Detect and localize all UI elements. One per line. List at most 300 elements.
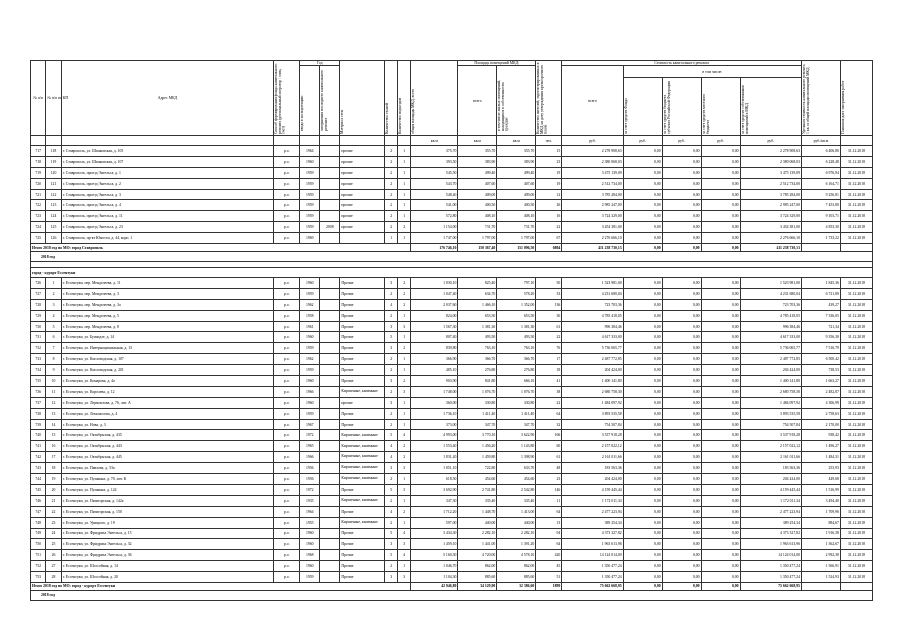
row-entrances: 1: [398, 178, 411, 189]
year-row: [31, 590, 873, 600]
row-year-repair: [320, 288, 340, 299]
row-private-area: 797,10: [497, 278, 536, 289]
row-year-repair: [320, 200, 340, 211]
table-row: [31, 178, 873, 189]
row-cost-local: 0,00: [701, 528, 740, 539]
row-year-commission: 1960: [300, 278, 320, 289]
row-year-commission: 1966: [300, 386, 320, 397]
row-year-repair: [320, 561, 340, 572]
table-row: [31, 550, 873, 561]
row-planned-date: 31.12.2018: [840, 517, 872, 528]
header-number: № п/п: [31, 61, 46, 136]
row-wall-material: прочие: [340, 146, 385, 157]
row-planned-date: 31.12.2018: [840, 539, 872, 550]
row-year-commission: 1960: [300, 397, 320, 408]
table-row: [31, 189, 873, 200]
row-cost-local: 0,00: [701, 156, 740, 167]
row-number-local: 119: [46, 156, 61, 167]
row-year-commission: 1959: [300, 408, 320, 419]
row-cost-owners: 3 785 284,00: [740, 189, 801, 200]
row-wall-material: прочие: [340, 211, 385, 222]
row-cost-owners: 4 231 680,04: [740, 288, 801, 299]
row-year-repair: [320, 495, 340, 506]
row-year-commission: 1960: [300, 376, 320, 387]
row-private-area: 1 381,30: [497, 321, 536, 332]
row-fund-method: р.о.: [274, 495, 300, 506]
table-row: [31, 156, 873, 167]
row-cost-fund: 0,00: [623, 506, 662, 517]
header-fund: за счет средств Фонда: [623, 78, 662, 136]
row-fund-method: р.о.: [274, 463, 300, 474]
row-planned-date: 31.12.2018: [840, 386, 872, 397]
row-cost-local: 0,00: [701, 354, 740, 365]
row-year-repair: [320, 517, 340, 528]
row-cost-local: 0,00: [701, 211, 740, 222]
row-cost-region: 0,00: [662, 430, 701, 441]
row-cost-fund: 0,00: [623, 484, 662, 495]
row-number-local: 20: [46, 484, 61, 495]
row-cost-region: 0,00: [662, 156, 701, 167]
row-number: 745: [31, 484, 46, 495]
row-wall-material: Прочие: [340, 550, 385, 561]
row-residents: 22: [536, 397, 562, 408]
row-unit-cost: 1 916,38: [801, 528, 840, 539]
header-owners: за счет средств собственников помещений в МКД: [740, 78, 801, 136]
table-row: [31, 343, 873, 354]
row-year-commission: 1935: [300, 495, 320, 506]
table-row: [31, 572, 873, 583]
row-fund-method: р.о.: [274, 146, 300, 157]
row-private-area: 440,00: [497, 517, 536, 528]
table-row: [31, 441, 873, 452]
row-floors: 2: [385, 310, 398, 321]
row-premises-area: 366,70: [458, 354, 497, 365]
row-total-area: 824,00: [411, 310, 458, 321]
row-wall-material: прочие: [340, 222, 385, 233]
row-premises-area: 454,60: [458, 474, 497, 485]
row-floors: 5: [385, 550, 398, 561]
row-wall-material: Прочие: [340, 561, 385, 572]
row-wall-material: Прочие: [340, 321, 385, 332]
row-entrances: 1: [398, 310, 411, 321]
row-entrances: 3: [398, 572, 411, 583]
row-premises-area: 763,10: [458, 343, 497, 354]
row-planned-date: 31.12.2018: [840, 484, 872, 495]
row-cost-region: 0,00: [662, 550, 701, 561]
row-unit-cost: 9 256,81: [801, 189, 840, 200]
row-floors: 2: [385, 419, 398, 430]
row-planned-date: 31.12.2018: [840, 288, 872, 299]
row-total-area: 1 154,00: [411, 222, 458, 233]
row-number-local: 13: [46, 408, 61, 419]
row-year-repair: [320, 452, 340, 463]
row-planned-date: 31.12.2018: [840, 561, 872, 572]
header-year-commission: ввода в эксплуатацию: [300, 65, 320, 135]
row-year-repair: [320, 146, 340, 157]
row-cost-total: 4 785 418,05: [562, 310, 623, 321]
table-row: [31, 321, 873, 332]
header-year: Год: [300, 61, 340, 66]
row-wall-material: Прочие: [340, 419, 385, 430]
row-entrances: 1: [398, 561, 411, 572]
row-number: 740: [31, 430, 46, 441]
row-planned-date: 31.12.2018: [840, 310, 872, 321]
row-floors: 2: [385, 200, 398, 211]
row-floors: 2: [385, 146, 398, 157]
row-residents: 64: [536, 506, 562, 517]
table-row: [31, 278, 873, 289]
row-address: г. Ессентуки, ул. Октябрьская, д. 443: [61, 441, 274, 452]
row-cost-local: 0,00: [701, 178, 740, 189]
row-entrances: 3: [398, 386, 411, 397]
row-planned-date: 31.12.2018: [840, 474, 872, 485]
row-floors: 2: [385, 365, 398, 376]
essentuki-rows: [31, 278, 873, 583]
row-address: г. Ессентуки, ул. Октябрьская, д. 435: [61, 430, 274, 441]
row-cost-region: 0,00: [662, 484, 701, 495]
row-planned-date: 31.12.2018: [840, 550, 872, 561]
row-fund-method: р.о.: [274, 233, 300, 244]
row-unit-cost: 6 500,42: [801, 354, 840, 365]
row-number: 724: [31, 222, 46, 233]
header-entrances: Количество подъездов: [398, 61, 411, 136]
row-entrances: 1: [398, 156, 411, 167]
row-entrances: 1: [398, 517, 411, 528]
row-private-area: 355,70: [497, 146, 536, 157]
row-residents: 19: [536, 178, 562, 189]
row-floors: 3: [385, 321, 398, 332]
row-cost-owners: 204 424,00: [740, 365, 801, 376]
row-number: 748: [31, 517, 46, 528]
row-wall-material: Прочие: [340, 365, 385, 376]
total-label: Итого 2018 год по МО: город Ставрополь: [31, 244, 411, 252]
unit-cell: руб.: [662, 136, 701, 146]
row-year-commission: 1972: [300, 484, 320, 495]
total-area: 176 746,10: [411, 244, 458, 252]
row-planned-date: 31.12.2018: [840, 200, 872, 211]
row-cost-region: 0,00: [662, 397, 701, 408]
row-private-area: 885,60: [497, 572, 536, 583]
row-planned-date: 31.12.2018: [840, 354, 872, 365]
table-row: [31, 200, 873, 211]
row-cost-fund: 0,00: [623, 474, 662, 485]
row-cost-region: 0,00: [662, 463, 701, 474]
row-year-repair: [320, 343, 340, 354]
row-cost-region: 0,00: [662, 146, 701, 157]
row-number-local: 21: [46, 495, 61, 506]
row-number-local: 25: [46, 539, 61, 550]
row-year-commission: 1964: [300, 146, 320, 157]
row-premises-area: 634,70: [458, 288, 497, 299]
row-planned-date: 31.12.2018: [840, 506, 872, 517]
row-total-area: 541,00: [411, 200, 458, 211]
row-total-area: 360,00: [411, 397, 458, 408]
row-wall-material: Прочие: [340, 506, 385, 517]
row-cost-local: 0,00: [701, 288, 740, 299]
row-number-local: 124: [46, 211, 61, 222]
row-number: 725: [31, 233, 46, 244]
row-address: г. Ессентуки, ул. Урицкого, д. 19: [61, 517, 274, 528]
row-fund-method: р.о.: [274, 310, 300, 321]
row-address: г. Ессентуки, пер. Менделеева, д. 11: [61, 278, 274, 289]
total-region: 0,00: [662, 244, 701, 252]
row-cost-region: 0,00: [662, 354, 701, 365]
row-year-commission: 1960: [300, 561, 320, 572]
row-cost-total: 3 454 381,00: [562, 222, 623, 233]
row-unit-cost: 1 663,27: [801, 376, 840, 387]
row-premises-area: 347,70: [458, 419, 497, 430]
row-fund-method: р.о.: [274, 288, 300, 299]
row-private-area: 1 352,00: [497, 299, 536, 310]
row-floors: 2: [385, 222, 398, 233]
row-residents: 17: [536, 354, 562, 365]
row-year-repair: [320, 408, 340, 419]
row-wall-material: Кирпичные, каменные: [340, 463, 385, 474]
header-repair-cost: Стоимость капитального ремонта: [562, 61, 802, 66]
row-cost-total: 4 159 445,44: [562, 484, 623, 495]
row-premises-area: 1 381,30: [458, 321, 497, 332]
row-year-repair: [320, 430, 340, 441]
row-number: 731: [31, 332, 46, 343]
row-cost-region: 0,00: [662, 376, 701, 387]
row-residents: 64: [536, 408, 562, 419]
unit-cell: руб.: [562, 136, 623, 146]
header-residents: Количество жителей, зарегистрированных в МКД на дату утверждения краткосрочного плана: [536, 61, 562, 136]
row-wall-material: Прочие: [340, 288, 385, 299]
row-cost-total: 1 350 477,24: [562, 572, 623, 583]
row-year-repair: [320, 386, 340, 397]
row-cost-local: 0,00: [701, 495, 740, 506]
row-total-area: 1 831,20: [411, 452, 458, 463]
total-row: [31, 244, 873, 252]
row-premises-area: 3 770,10: [458, 430, 497, 441]
row-premises-area: 1 441,00: [458, 539, 497, 550]
row-planned-date: 31.12.2018: [840, 189, 872, 200]
row-unit-cost: 1 845,36: [801, 278, 840, 289]
unit-cell: кв.м: [458, 136, 497, 146]
row-total-area: 1 459,10: [411, 539, 458, 550]
row-total-area: 548,40: [411, 189, 458, 200]
row-planned-date: 31.12.2018: [840, 343, 872, 354]
row-total-area: 807,40: [411, 332, 458, 343]
row-fund-method: р.о.: [274, 321, 300, 332]
row-cost-local: 0,00: [701, 365, 740, 376]
row-entrances: 1: [398, 354, 411, 365]
row-private-area: 578,20: [497, 288, 536, 299]
row-residents: 61: [536, 321, 562, 332]
row-private-area: 1 143,80: [497, 441, 536, 452]
row-entrances: 3: [398, 321, 411, 332]
row-number: 719: [31, 167, 46, 178]
row-number: 749: [31, 528, 46, 539]
table-row: [31, 452, 873, 463]
row-premises-area: 440,00: [458, 517, 497, 528]
row-private-area: 407,60: [497, 178, 536, 189]
row-floors: 2: [385, 167, 398, 178]
row-number: 733: [31, 354, 46, 365]
row-number: 753: [31, 572, 46, 583]
table-row: [31, 354, 873, 365]
row-number-local: 15: [46, 430, 61, 441]
row-address: г. Ессентуки, ул. Фридриха Энгельса, д. 15: [61, 528, 274, 539]
row-premises-area: 408,10: [458, 211, 497, 222]
row-cost-total: 389 254,34: [562, 517, 623, 528]
row-residents: 18: [536, 365, 562, 376]
row-total-area: 3 692,90: [411, 484, 458, 495]
table-row: [31, 376, 873, 387]
row-premises-area: 1 797,00: [458, 233, 497, 244]
row-address: г. Ессентуки, ул. Павлова, д. 53а: [61, 463, 274, 474]
row-year-commission: 1972: [300, 430, 320, 441]
table-row: [31, 167, 873, 178]
row-private-area: 454,60: [497, 474, 536, 485]
row-cost-owners: 754 507,84: [740, 419, 801, 430]
row-entrances: 2: [398, 376, 411, 387]
row-unit-cost: 2 482,87: [801, 386, 840, 397]
row-planned-date: 31.12.2018: [840, 463, 872, 474]
row-number: 723: [31, 211, 46, 222]
row-private-area: 1 797,00: [497, 233, 536, 244]
row-cost-total: 2 512 734,00: [562, 178, 623, 189]
row-fund-method: р.о.: [274, 178, 300, 189]
row-cost-owners: 1 350 477,24: [740, 561, 801, 572]
table-row: [31, 517, 873, 528]
row-number: 750: [31, 539, 46, 550]
row-wall-material: прочие: [340, 189, 385, 200]
row-cost-fund: 0,00: [623, 233, 662, 244]
row-number-local: 125: [46, 222, 61, 233]
row-cost-owners: 1 172 011,34: [740, 495, 801, 506]
row-number-local: 5: [46, 321, 61, 332]
row-unit-cost: 884,67: [801, 517, 840, 528]
row-premises-area: 2 741,80: [458, 484, 497, 495]
row-total-area: 1 712,20: [411, 506, 458, 517]
row-unit-cost: 1 496,27: [801, 441, 840, 452]
row-cost-owners: 2 161 011,66: [740, 452, 801, 463]
row-cost-total: 3 475 139,09: [562, 167, 623, 178]
row-year-commission: 1959: [300, 365, 320, 376]
row-year-commission: 1964: [300, 506, 320, 517]
row-wall-material: Кирпичные, каменные: [340, 430, 385, 441]
row-cost-owners: 4 617 333,00: [740, 332, 801, 343]
row-cost-owners: 1 400 141,80: [740, 376, 801, 387]
row-address: г. Ставрополь, ул. Шпаковская, д. 105: [61, 146, 274, 157]
row-number-local: 16: [46, 441, 61, 452]
row-cost-region: 0,00: [662, 200, 701, 211]
header-area-private: в том числе жилых помещений, находящихся в собственности граждан: [497, 65, 536, 135]
row-cost-local: 0,00: [701, 233, 740, 244]
row-residents: 64: [536, 539, 562, 550]
row-cost-owners: 3 475 139,09: [740, 167, 801, 178]
row-cost-total: 3 893 535,58: [562, 408, 623, 419]
row-wall-material: Кирпичные, каменные: [340, 386, 385, 397]
header-floors: Количество этажей: [385, 61, 398, 136]
row-year-commission: 1962: [300, 354, 320, 365]
essentuki-total: [31, 582, 873, 600]
row-number-local: 2: [46, 288, 61, 299]
table-row: [31, 561, 873, 572]
row-premises-area: 722,80: [458, 463, 497, 474]
row-entrances: 4: [398, 430, 411, 441]
row-residents: 22: [536, 222, 562, 233]
row-fund-method: р.о.: [274, 441, 300, 452]
row-planned-date: 31.12.2018: [840, 233, 872, 244]
row-premises-area: 885,60: [458, 572, 497, 583]
row-residents: 19: [536, 167, 562, 178]
total-owners: 411 238 730,13: [740, 244, 801, 252]
row-cost-local: 0,00: [701, 299, 740, 310]
row-residents: 146: [536, 484, 562, 495]
row-total-area: 1 748,00: [411, 386, 458, 397]
row-cost-fund: 0,00: [623, 222, 662, 233]
row-wall-material: прочие: [340, 178, 385, 189]
row-unit-cost: 1 516,99: [801, 484, 840, 495]
row-cost-fund: 0,00: [623, 386, 662, 397]
row-residents: 23: [536, 474, 562, 485]
row-year-commission: 1966: [300, 452, 320, 463]
row-number: 742: [31, 452, 46, 463]
row-number: 744: [31, 474, 46, 485]
row-unit-cost: 4 306,99: [801, 397, 840, 408]
row-private-area: 383,90: [497, 156, 536, 167]
row-cost-total: 2 477 223,94: [562, 506, 623, 517]
row-address: г. Ессентуки, ул. Фридриха Энгельса, д. 32: [61, 539, 274, 550]
row-unit-cost: 7 453,80: [801, 200, 840, 211]
row-total-area: 373,00: [411, 419, 458, 430]
row-cost-region: 0,00: [662, 178, 701, 189]
row-floors: 2: [385, 354, 398, 365]
row-total-area: 1 047,40: [411, 288, 458, 299]
table-row: [31, 495, 873, 506]
row-address: г. Ессентуки, ул. Лермонтова, д. 76, лит. А: [61, 397, 274, 408]
row-floors: 3: [385, 376, 398, 387]
row-total-area: 5 160,30: [411, 550, 458, 561]
row-cost-region: 0,00: [662, 278, 701, 289]
row-address: г. Ессентуки, пер. Менделеева, д. 3а: [61, 299, 274, 310]
stavropol-total: [31, 244, 873, 278]
row-cost-local: 0,00: [701, 506, 740, 517]
row-number: 738: [31, 408, 46, 419]
row-cost-region: 0,00: [662, 528, 701, 539]
row-cost-total: 2 680 758,30: [562, 386, 623, 397]
row-unit-cost: 1 709,96: [801, 506, 840, 517]
total-cost: 75 662 668,95: [562, 582, 623, 590]
row-floors: 5: [385, 332, 398, 343]
row-entrances: 1: [398, 200, 411, 211]
row-private-area: 499,40: [497, 167, 536, 178]
city-label: город - курорт Ессентуки: [31, 268, 873, 278]
total-row: [31, 582, 873, 590]
row-cost-region: 0,00: [662, 474, 701, 485]
row-unit-cost: 439,27: [801, 299, 840, 310]
row-entrances: 2: [398, 288, 411, 299]
row-fund-method: р.о.: [274, 397, 300, 408]
row-year-commission: 1959: [300, 178, 320, 189]
row-fund-method: р.о.: [274, 474, 300, 485]
row-fund-method: р.о.: [274, 419, 300, 430]
row-cost-fund: 0,00: [623, 343, 662, 354]
row-cost-fund: 0,00: [623, 517, 662, 528]
row-year-commission: 1960: [300, 332, 320, 343]
row-entrances: 1: [398, 397, 411, 408]
row-cost-fund: 0,00: [623, 310, 662, 321]
row-cost-local: 0,00: [701, 321, 740, 332]
row-residents: 22: [536, 332, 562, 343]
row-unit-cost: 7 336,05: [801, 310, 840, 321]
row-number: 737: [31, 397, 46, 408]
row-cost-fund: 0,00: [623, 167, 662, 178]
row-private-area: 409,00: [497, 189, 536, 200]
